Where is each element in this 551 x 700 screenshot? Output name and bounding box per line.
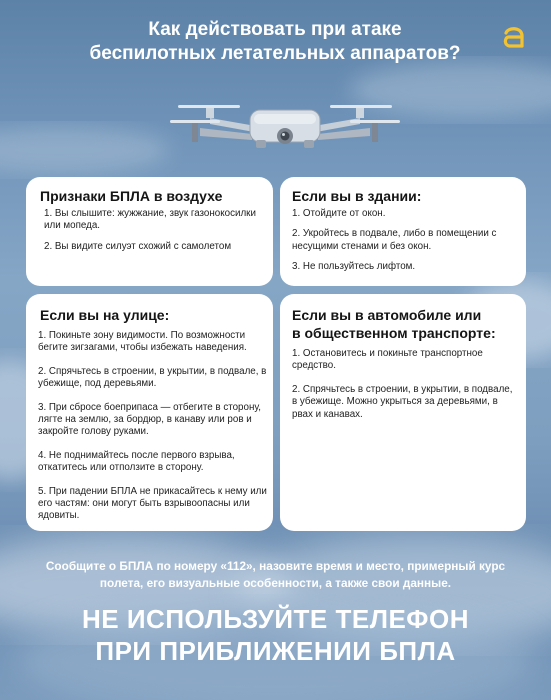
card-title: Если вы в здании: [292, 188, 422, 204]
title-line-1: Как действовать при атаке [148, 19, 402, 40]
street-list [38, 330, 268, 534]
card-title-line-1: Если вы в автомобиле или [292, 307, 482, 323]
warning-ne: НЕ [82, 604, 120, 634]
card-title: Признаки БПЛА в воздухе [40, 188, 223, 204]
phone-warning [20, 603, 531, 667]
list-item: 1. Покиньте зону видимости. По возможности бегите зигзагами, чтобы избежать наведения. [38, 330, 247, 354]
signs-list [44, 208, 266, 261]
card-title: Если вы на улице: [40, 307, 170, 323]
logo-icon [501, 24, 527, 50]
card-title [292, 306, 520, 342]
quadcopter-drone-icon [170, 96, 400, 162]
list-item: 3. Не пользуйтесь лифтом. [292, 261, 416, 273]
vehicle-list [292, 348, 520, 432]
card-title-line-2: в общественном транспорте: [292, 325, 496, 341]
list-item: 1. Вы слышите: жужжание, звук газонокосилки или мопеда. [44, 208, 256, 232]
page-title [60, 18, 490, 66]
list-item: 4. Не поднимайтесь после первого взрыва, откатитесь или отползите в сторону. [38, 449, 235, 474]
report-note: Сообщите о БПЛА по номеру «112», назовите время и место, примерный курс полета, его визуальные особенности, а также свои данные. [45, 559, 506, 590]
list-item: 2. Укройтесь в подвале, либо в помещении с несущими стенами и без окон. [292, 228, 497, 252]
card-signs-in-air [26, 177, 273, 286]
card-in-vehicle [280, 294, 526, 531]
list-item: 2. Вы видите силуэт схожий с самолетом [44, 240, 232, 252]
title-line-2: беспилотных летательных аппаратов? [89, 43, 461, 64]
warning-line-1: ИСПОЛЬЗУЙТЕ ТЕЛЕФОН [119, 604, 469, 634]
list-item: 5. При падении БПЛА не прикасайтесь к нему или его частям: они могут быть взрывоопасны или ядовиты. [38, 485, 267, 522]
card-in-building [280, 177, 526, 286]
list-item: 1. Отойдите от окон. [292, 208, 386, 219]
warning-line-2: ПРИ ПРИБЛИЖЕНИИ БПЛА [95, 636, 456, 666]
building-list [292, 208, 518, 282]
list-item: 1. Остановитесь и покиньте транспортное средство. [292, 348, 483, 372]
list-item: 2. Спрячьтесь в строении, в укрытии, в подвале, в убежище, под деревьями. [38, 365, 267, 390]
card-on-street [26, 294, 273, 531]
list-item: 2. Спрячьтесь в строении, в укрытии, в подвале, в убежище. Можно укрыться за деревьями, в рвах и канавах. [292, 383, 513, 420]
list-item: 3. При сбросе боеприпаса — отбегите в сторону, лягте на землю, за бордюр, в канаву или ров и закройте голову руками. [38, 401, 261, 438]
